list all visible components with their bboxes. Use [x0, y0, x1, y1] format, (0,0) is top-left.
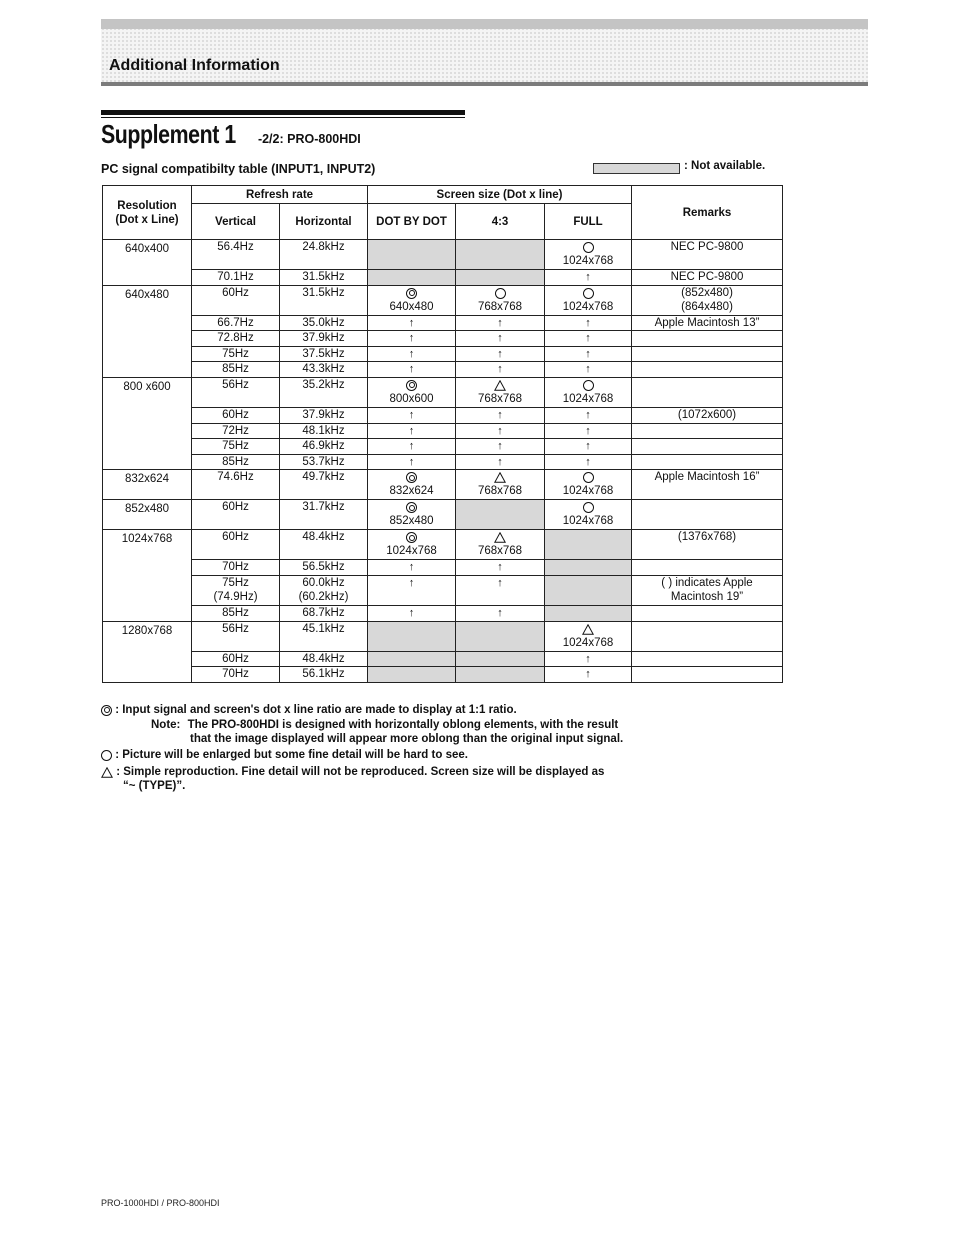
up-arrow-icon: ↑: [585, 271, 591, 283]
vertical-cell: 60Hz: [192, 407, 280, 423]
not-available-cell: [545, 560, 632, 576]
table-caption: PC signal compatibilty table (INPUT1, INPUT2): [101, 162, 376, 176]
table-row: [103, 362, 783, 378]
four-three-cell: [456, 346, 545, 362]
full-cell: 1024x768: [545, 240, 632, 270]
full-cell: [545, 439, 632, 455]
header-top-bar: [101, 19, 868, 29]
dot-by-dot-cell: 852x480: [368, 500, 456, 530]
full-cell: [545, 651, 632, 667]
double-circle-icon: [101, 705, 112, 716]
four-three-cell: [456, 439, 545, 455]
remarks-cell: [632, 651, 783, 667]
vertical-cell: 56Hz: [192, 621, 280, 651]
table-row: [103, 423, 783, 439]
not-available-cell: [456, 270, 545, 286]
vertical-cell: 56.4Hz: [192, 240, 280, 270]
up-arrow-icon: ↑: [408, 363, 415, 376]
dot-by-dot-cell: [368, 407, 456, 423]
up-arrow-icon: ↑: [408, 332, 415, 345]
remarks-cell: NEC PC-9800: [632, 240, 783, 270]
vertical-cell: 56Hz: [192, 377, 280, 407]
table-row: [103, 346, 783, 362]
resolution-cell: 832x624: [103, 470, 192, 500]
full-cell: [545, 331, 632, 347]
vertical-cell: 70.1Hz: [192, 270, 280, 286]
remarks-cell: (852x480) (864x480): [632, 285, 783, 315]
not-available-legend: : Not available.: [684, 160, 766, 172]
dot-by-dot-cell: [368, 362, 456, 378]
dot-by-dot-cell: 832x624: [368, 470, 456, 500]
note-double-circle: : Input signal and screen's dot x line ratio are made to display at 1:1 ratio.: [101, 703, 517, 718]
up-arrow-icon: ↑: [497, 455, 503, 468]
horizontal-cell: 60.0kHz (60.2kHz): [280, 575, 368, 605]
four-three-cell: [456, 331, 545, 347]
table-row: [103, 621, 783, 651]
table-row: [103, 315, 783, 331]
footer-model: PRO-1000HDI / PRO-800HDI: [101, 1198, 220, 1208]
up-arrow-icon: ↑: [585, 652, 591, 665]
vertical-cell: 75Hz: [192, 346, 280, 362]
full-cell: [545, 407, 632, 423]
up-arrow-icon: ↑: [497, 332, 503, 345]
vertical-cell: 60Hz: [192, 651, 280, 667]
vertical-cell: 60Hz: [192, 285, 280, 315]
double-circle-icon: [406, 502, 417, 513]
up-arrow-icon: ↑: [497, 363, 503, 376]
dot-by-dot-cell: [368, 346, 456, 362]
vertical-cell: 72Hz: [192, 423, 280, 439]
full-cell: 1024x768: [545, 285, 632, 315]
vertical-cell: 85Hz: [192, 605, 280, 621]
up-arrow-icon: ↑: [585, 363, 591, 376]
up-arrow-icon: ↑: [408, 440, 415, 453]
pc-signal-compatibility-table: [102, 185, 783, 683]
vertical-cell: 85Hz: [192, 454, 280, 470]
dot-by-dot-cell: 800x600: [368, 377, 456, 407]
up-arrow-icon: ↑: [585, 332, 591, 345]
table-row: [103, 560, 783, 576]
resolution-cell: 800 x600: [103, 377, 192, 469]
resolution-cell: 640x400: [103, 240, 192, 286]
up-arrow-icon: ↑: [497, 347, 503, 360]
four-three-cell: [456, 315, 545, 331]
header-four-three: 4:3: [456, 204, 545, 240]
horizontal-cell: 35.0kHz: [280, 315, 368, 331]
four-three-cell: [456, 560, 545, 576]
four-three-cell: 768x768: [456, 530, 545, 560]
up-arrow-icon: ↑: [497, 576, 503, 589]
page-subtitle: -2/2: PRO-800HDI: [257, 132, 361, 146]
table-row: [103, 407, 783, 423]
remarks-cell: [632, 621, 783, 651]
not-available-cell: [545, 605, 632, 621]
table-row: [103, 500, 783, 530]
circle-icon: [583, 288, 594, 299]
horizontal-cell: 48.1kHz: [280, 423, 368, 439]
four-three-cell: [456, 362, 545, 378]
remarks-cell: NEC PC-9800: [632, 270, 783, 286]
header-screen-size: Screen size (Dot x line): [368, 186, 632, 204]
double-circle-icon: [406, 380, 417, 391]
up-arrow-icon: ↑: [585, 455, 591, 468]
four-three-cell: [456, 454, 545, 470]
full-cell: 1024x768: [545, 377, 632, 407]
triangle-icon: [494, 472, 506, 483]
dot-by-dot-cell: 1024x768: [368, 530, 456, 560]
triangle-icon: [494, 532, 506, 543]
not-available-swatch: [593, 163, 680, 174]
note-triangle: : Simple reproduction. Fine detail will not be reproduced. Screen size will be displayed as: [101, 765, 604, 780]
up-arrow-icon: ↑: [408, 408, 415, 421]
vertical-cell: 75Hz: [192, 439, 280, 455]
vertical-cell: 74.6Hz: [192, 470, 280, 500]
vertical-cell: 85Hz: [192, 362, 280, 378]
resolution-cell: 1280x768: [103, 621, 192, 682]
four-three-cell: [456, 423, 545, 439]
triangle-icon: [101, 767, 113, 778]
up-arrow-icon: ↑: [408, 347, 415, 360]
page-title-text: Supplement 1: [101, 119, 236, 149]
table-row: [103, 575, 783, 605]
full-cell: [545, 270, 632, 286]
note-line-2: that the image displayed will appear more oblong than the original input signal.: [190, 733, 624, 745]
remarks-cell: [632, 362, 783, 378]
vertical-cell: 72.8Hz: [192, 331, 280, 347]
four-three-cell: 768x768: [456, 377, 545, 407]
not-available-cell: [456, 651, 545, 667]
note-circle: : Picture will be enlarged but some fine detail will be hard to see.: [101, 748, 468, 763]
title-rule-thick: [101, 110, 465, 115]
circle-icon: [583, 242, 594, 253]
remarks-cell: [632, 500, 783, 530]
up-arrow-icon: ↑: [497, 316, 503, 329]
remarks-cell: [632, 439, 783, 455]
double-circle-icon: [406, 472, 417, 483]
header-bottom-bar: [101, 82, 868, 86]
not-available-cell: [456, 667, 545, 683]
table-row: [103, 240, 783, 270]
table-row: [103, 331, 783, 347]
header-dot-by-dot: DOT BY DOT: [368, 204, 456, 240]
horizontal-cell: 37.9kHz: [280, 407, 368, 423]
dot-by-dot-cell: [368, 454, 456, 470]
header-refresh-rate: Refresh rate: [192, 186, 368, 204]
vertical-cell: 60Hz: [192, 530, 280, 560]
full-cell: [545, 423, 632, 439]
vertical-cell: 70Hz: [192, 667, 280, 683]
horizontal-cell: 56.5kHz: [280, 560, 368, 576]
not-available-cell: [368, 667, 456, 683]
remarks-cell: Apple Macintosh 16”: [632, 470, 783, 500]
dot-by-dot-cell: 640x480: [368, 285, 456, 315]
horizontal-cell: 45.1kHz: [280, 621, 368, 651]
title-rule-thin: [101, 117, 465, 118]
table-row: [103, 270, 783, 286]
up-arrow-icon: ↑: [585, 408, 591, 421]
circle-icon: [583, 472, 594, 483]
up-arrow-icon: ↑: [585, 668, 591, 681]
up-arrow-icon: ↑: [497, 424, 503, 437]
horizontal-cell: 35.2kHz: [280, 377, 368, 407]
up-arrow-icon: ↑: [408, 576, 415, 589]
horizontal-cell: 56.1kHz: [280, 667, 368, 683]
note-triangle-line-2: “~ (TYPE)”.: [123, 780, 186, 792]
dot-by-dot-cell: [368, 331, 456, 347]
table-row: [103, 530, 783, 560]
section-header-band: [101, 19, 868, 86]
up-arrow-icon: ↑: [585, 424, 591, 437]
remarks-cell: ( ) indicates Apple Macintosh 19”: [632, 575, 783, 605]
circle-icon: [101, 750, 112, 761]
resolution-cell: 1024x768: [103, 530, 192, 621]
header-remarks: Remarks: [632, 186, 783, 240]
up-arrow-icon: ↑: [497, 408, 503, 421]
dot-by-dot-cell: [368, 560, 456, 576]
header-resolution: Resolution (Dot x Line): [103, 186, 192, 240]
remarks-cell: Apple Macintosh 13”: [632, 315, 783, 331]
remarks-cell: [632, 605, 783, 621]
horizontal-cell: 68.7kHz: [280, 605, 368, 621]
four-three-cell: 768x768: [456, 470, 545, 500]
up-arrow-icon: ↑: [585, 316, 591, 329]
table-row: [103, 439, 783, 455]
remarks-cell: [632, 377, 783, 407]
table-row: [103, 651, 783, 667]
up-arrow-icon: ↑: [408, 561, 415, 574]
full-cell: [545, 667, 632, 683]
up-arrow-icon: ↑: [585, 440, 591, 453]
up-arrow-icon: ↑: [408, 455, 415, 468]
table-row: [103, 285, 783, 315]
header-horizontal: Horizontal: [280, 204, 368, 240]
up-arrow-icon: ↑: [408, 316, 415, 329]
up-arrow-icon: ↑: [497, 561, 503, 574]
table-row: [103, 667, 783, 683]
double-circle-icon: [406, 532, 417, 543]
up-arrow-icon: ↑: [497, 440, 503, 453]
dot-by-dot-cell: [368, 423, 456, 439]
dot-by-dot-cell: [368, 605, 456, 621]
full-cell: [545, 346, 632, 362]
horizontal-cell: 49.7kHz: [280, 470, 368, 500]
full-cell: 1024x768: [545, 470, 632, 500]
remarks-cell: [632, 667, 783, 683]
resolution-cell: 640x480: [103, 285, 192, 377]
section-title: Additional Information: [109, 57, 280, 74]
remarks-cell: [632, 423, 783, 439]
vertical-cell: 70Hz: [192, 560, 280, 576]
remarks-cell: [632, 454, 783, 470]
horizontal-cell: 48.4kHz: [280, 651, 368, 667]
table-row: [103, 605, 783, 621]
header-vertical: Vertical: [192, 204, 280, 240]
not-available-cell: [368, 270, 456, 286]
triangle-icon: [582, 624, 594, 635]
horizontal-cell: 31.7kHz: [280, 500, 368, 530]
triangle-icon: [494, 380, 506, 391]
header-full: FULL: [545, 204, 632, 240]
circle-icon: [583, 502, 594, 513]
up-arrow-icon: ↑: [497, 606, 503, 619]
up-arrow-icon: ↑: [408, 606, 415, 619]
not-available-cell: [545, 575, 632, 605]
full-cell: [545, 362, 632, 378]
note-label-line: Note: The PRO-800HDI is designed with horizontally oblong elements, with the result: [151, 719, 619, 731]
up-arrow-icon: ↑: [585, 347, 591, 360]
four-three-cell: [456, 575, 545, 605]
remarks-cell: [632, 346, 783, 362]
up-arrow-icon: ↑: [408, 424, 415, 437]
not-available-cell: [456, 621, 545, 651]
dot-by-dot-cell: [368, 439, 456, 455]
horizontal-cell: 43.3kHz: [280, 362, 368, 378]
not-available-cell: [368, 240, 456, 270]
four-three-cell: [456, 407, 545, 423]
horizontal-cell: 53.7kHz: [280, 454, 368, 470]
full-cell: [545, 454, 632, 470]
horizontal-cell: 46.9kHz: [280, 439, 368, 455]
four-three-cell: 768x768: [456, 285, 545, 315]
horizontal-cell: 31.5kHz: [280, 285, 368, 315]
horizontal-cell: 37.5kHz: [280, 346, 368, 362]
vertical-cell: 66.7Hz: [192, 315, 280, 331]
note-label: Note:: [151, 719, 181, 731]
resolution-cell: 852x480: [103, 500, 192, 530]
not-available-cell: [368, 621, 456, 651]
horizontal-cell: 37.9kHz: [280, 331, 368, 347]
dot-by-dot-cell: [368, 575, 456, 605]
table-row: [103, 377, 783, 407]
four-three-cell: [456, 605, 545, 621]
page-title: [101, 119, 361, 150]
remarks-cell: (1376x768): [632, 530, 783, 560]
dot-by-dot-cell: [368, 315, 456, 331]
vertical-cell: 60Hz: [192, 500, 280, 530]
not-available-cell: [368, 651, 456, 667]
table-row: [103, 454, 783, 470]
double-circle-icon: [406, 288, 417, 299]
full-cell: [545, 315, 632, 331]
remarks-cell: [632, 560, 783, 576]
full-cell: 1024x768: [545, 500, 632, 530]
table-row: [103, 470, 783, 500]
full-cell: 1024x768: [545, 621, 632, 651]
not-available-cell: [456, 500, 545, 530]
circle-icon: [495, 288, 506, 299]
circle-icon: [583, 380, 594, 391]
not-available-cell: [456, 240, 545, 270]
remarks-cell: [632, 331, 783, 347]
vertical-cell: 75Hz (74.9Hz): [192, 575, 280, 605]
horizontal-cell: 48.4kHz: [280, 530, 368, 560]
horizontal-cell: 31.5kHz: [280, 270, 368, 286]
horizontal-cell: 24.8kHz: [280, 240, 368, 270]
not-available-cell: [545, 530, 632, 560]
remarks-cell: (1072x600): [632, 407, 783, 423]
